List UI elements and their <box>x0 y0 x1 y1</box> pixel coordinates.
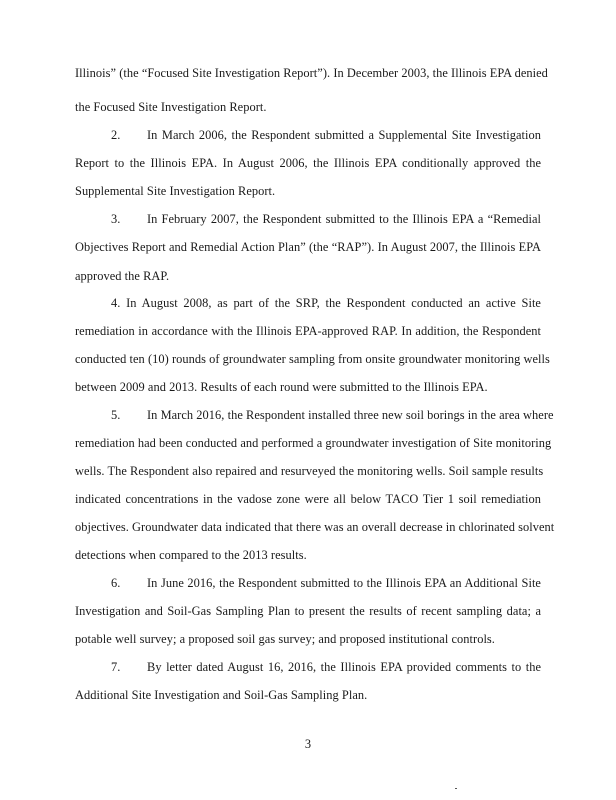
text-line: the Focused Site Investigation Report. <box>75 100 267 114</box>
text-line: In March 2016, the Respondent installed three new soil borings in the area where <box>147 408 554 422</box>
text-line: objectives. Groundwater data indicated that there was an overall decrease in chlorinated solvent <box>75 520 555 534</box>
text-line: wells. The Respondent also repaired and resurveyed the monitoring wells. Soil sample results <box>75 464 544 478</box>
text-line: detections when compared to the 2013 results. <box>75 548 307 562</box>
paragraph-6-first-line <box>111 577 541 589</box>
text-line: indicated concentrations in the vadose zone were all below TACO Tier 1 soil remediation <box>75 492 541 506</box>
text-line: Illinois” (the “Focused Site Investigation Report”). In December 2003, the Illinois EPA denied <box>75 66 548 80</box>
text-line: remediation had been conducted and performed a groundwater investigation of Site monitoring <box>75 436 552 450</box>
paragraph-number: 6. <box>111 576 121 590</box>
text-line: potable well survey; a proposed soil gas survey; and proposed institutional controls. <box>75 632 495 646</box>
text-line: Report to the Illinois EPA. In August 2006, the Illinois EPA conditionally approved the <box>75 156 541 170</box>
text-line: In February 2007, the Respondent submitted to the Illinois EPA a “Remedial <box>147 212 541 226</box>
scan-speck <box>455 788 457 789</box>
text-line: between 2009 and 2013. Results of each round were submitted to the Illinois EPA. <box>75 380 488 394</box>
paragraph-3-first-line <box>111 213 541 225</box>
text-line: In June 2016, the Respondent submitted to the Illinois EPA an Additional Site <box>147 576 541 590</box>
paragraph-number: 7. <box>111 660 121 674</box>
paragraph-number: 5. <box>111 408 121 422</box>
text-line: By letter dated August 16, 2016, the Illinois EPA provided comments to the <box>147 660 541 674</box>
text-line: 4. In August 2008, as part of the SRP, the Respondent conducted an active Site <box>111 296 541 310</box>
paragraph-7-first-line <box>111 661 541 673</box>
text-line: remediation in accordance with the Illinois EPA-approved RAP. In addition, the Respondent <box>75 324 541 338</box>
paragraph-4-first-line <box>111 297 541 309</box>
text-line: Investigation and Soil-Gas Sampling Plan to present the results of recent sampling data; a <box>75 604 541 618</box>
paragraph-number: 3. <box>111 212 121 226</box>
text-line: In March 2006, the Respondent submitted a Supplemental Site Investigation <box>147 128 541 142</box>
text-line: approved the RAP. <box>75 269 170 283</box>
text-line: Additional Site Investigation and Soil-Gas Sampling Plan. <box>75 688 368 702</box>
text-line: conducted ten (10) rounds of groundwater sampling from onsite groundwater monitoring wells <box>75 352 550 366</box>
paragraph-5-first-line <box>111 408 554 422</box>
paragraph-2-first-line <box>111 129 541 141</box>
text-line: Supplemental Site Investigation Report. <box>75 184 276 198</box>
paragraph-number: 2. <box>111 128 121 142</box>
text-line: Objectives Report and Remedial Action Plan” (the “RAP”). In August 2007, the Illinois EPA <box>75 240 541 254</box>
page-number: 3 <box>304 737 312 751</box>
